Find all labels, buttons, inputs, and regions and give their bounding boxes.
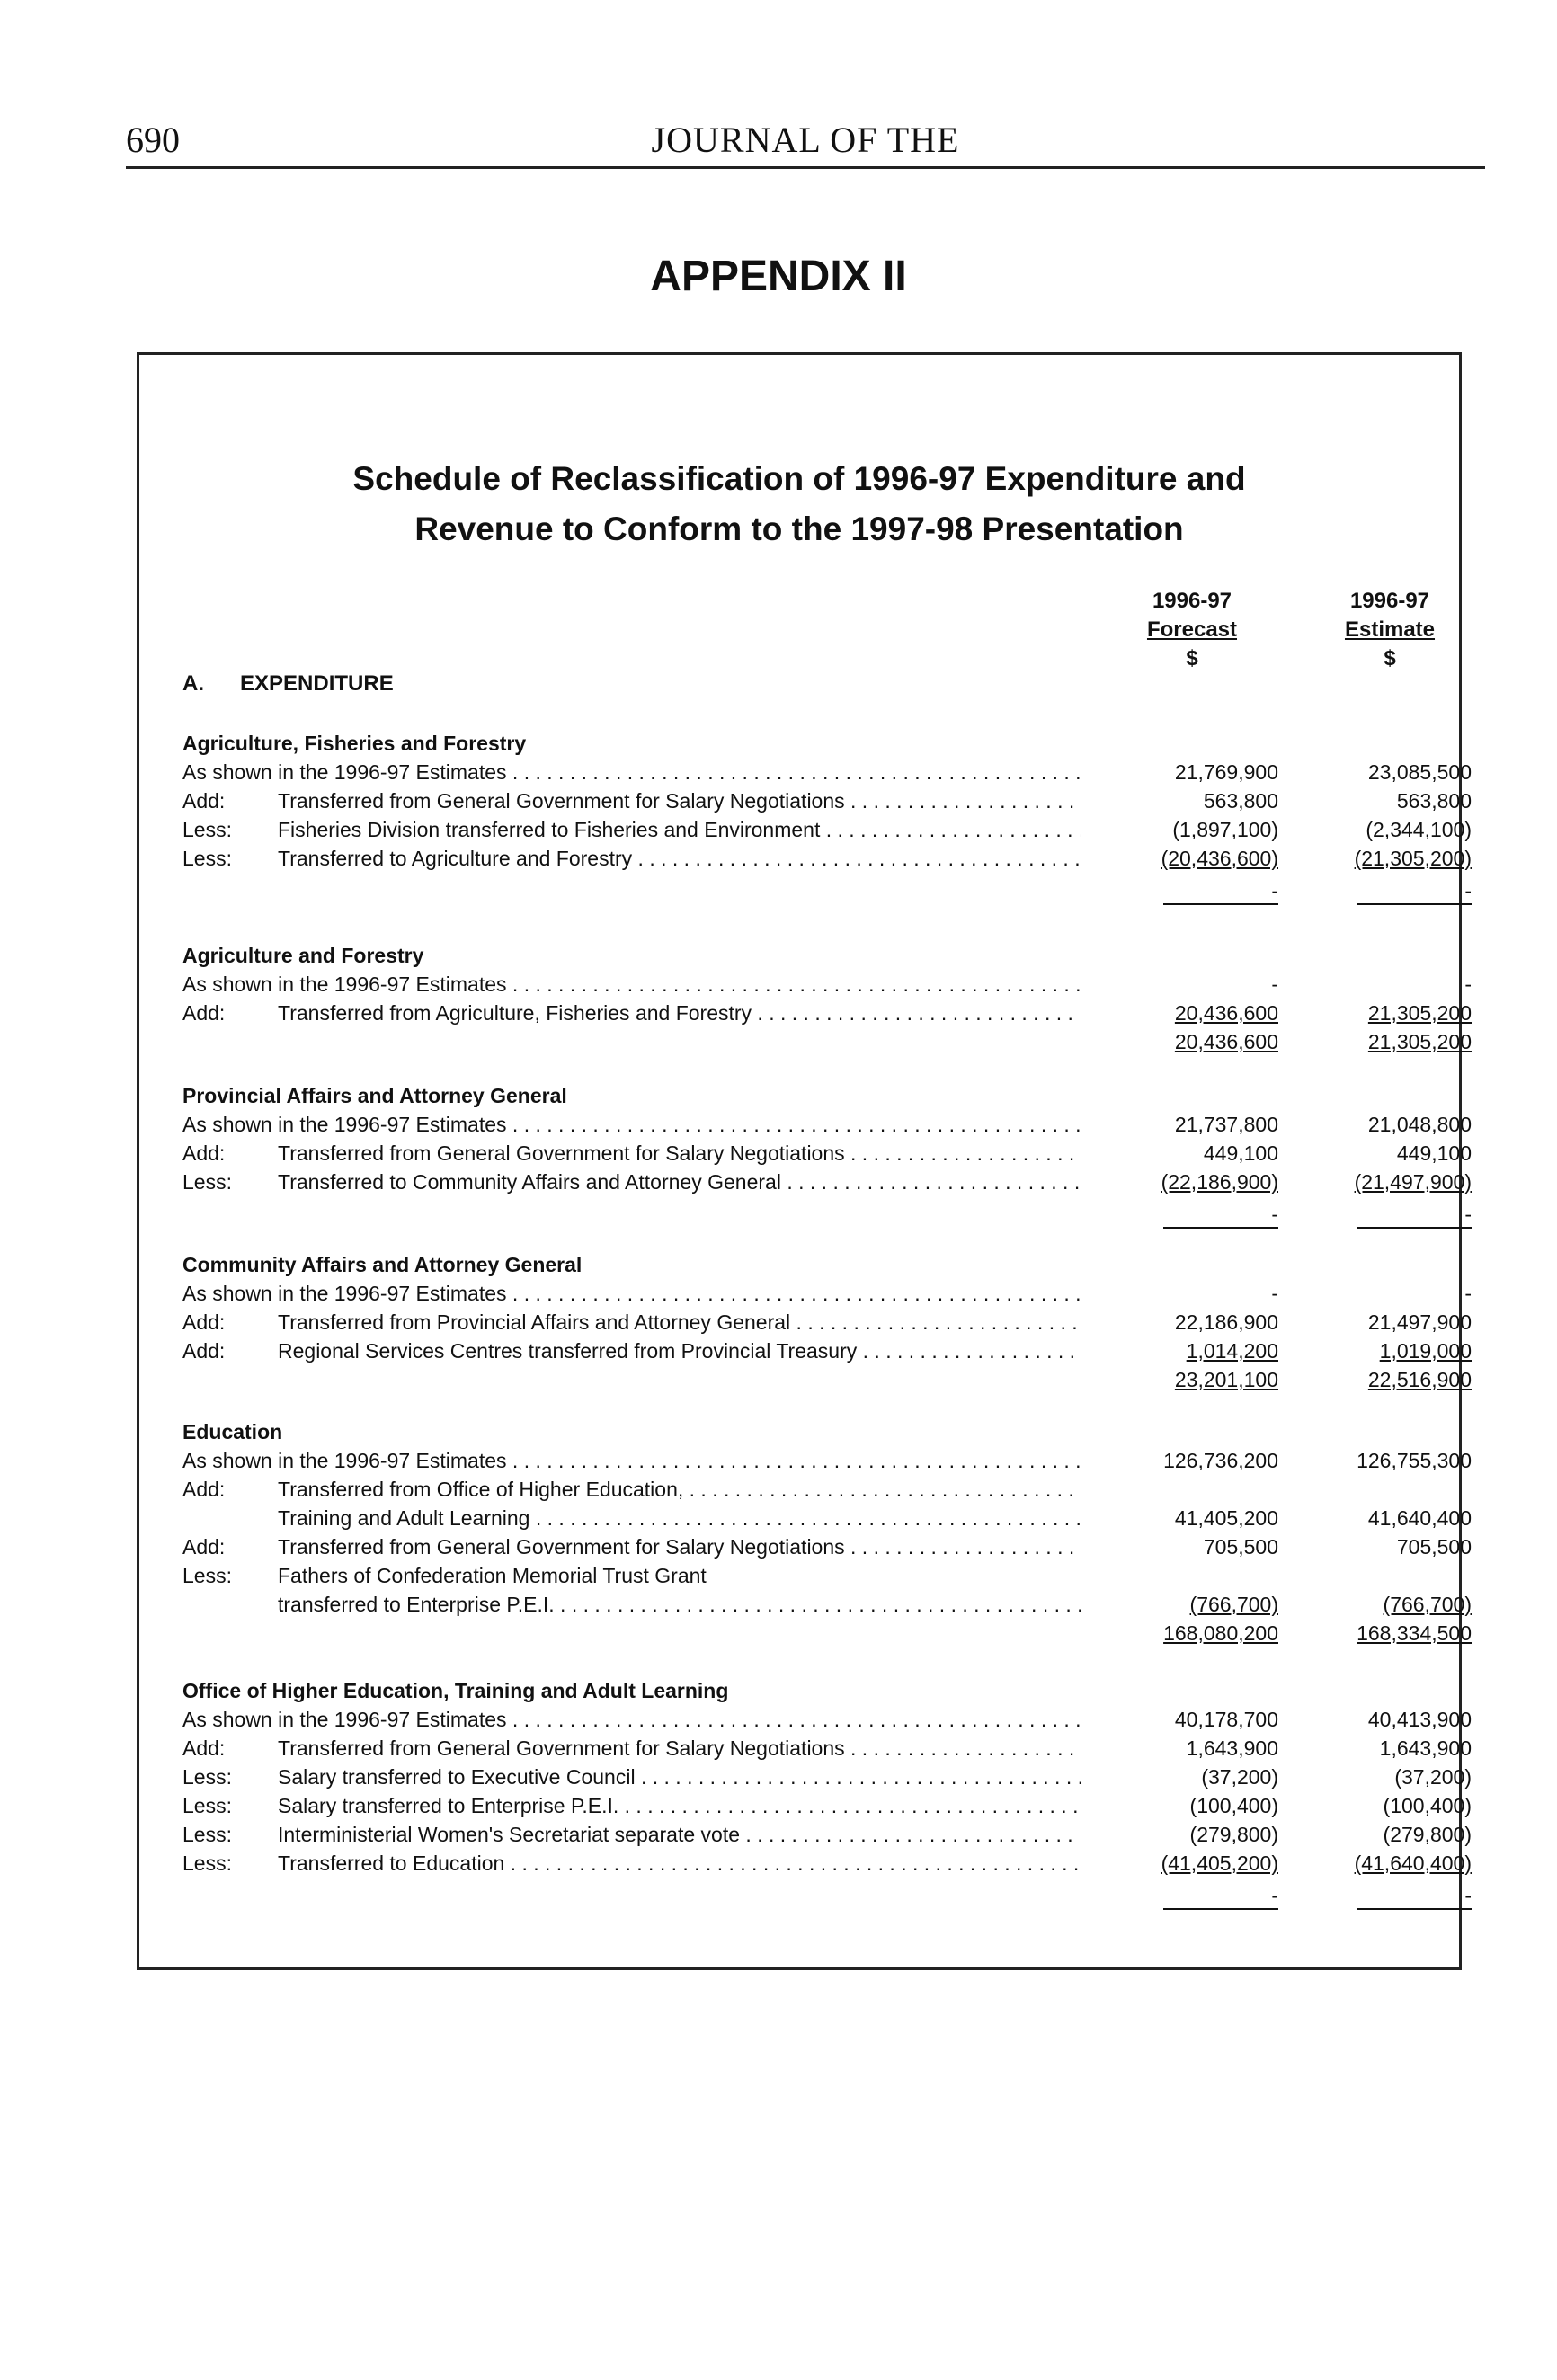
- table-row: [182, 1110, 1472, 1139]
- estimate-value: (21,497,900): [1354, 1170, 1472, 1194]
- row-description: Transferred from Agriculture, Fisheries and Forestry . . .: [278, 999, 1081, 1027]
- group-heading: Provincial Affairs and Attorney General: [182, 1084, 567, 1107]
- estimate-value: 705,500: [1396, 1535, 1472, 1559]
- row-description: Salary transferred to Enterprise P.E.I. . . .: [278, 1791, 1081, 1820]
- table-row: [182, 1820, 1472, 1849]
- estimate-value: 40,413,900: [1367, 1708, 1472, 1731]
- group-agriculture-fisheries-forestry: [182, 729, 1472, 921]
- estimate-value: 21,305,200: [1367, 1001, 1472, 1025]
- table-row: [182, 815, 1472, 844]
- column-unit: $: [1186, 646, 1198, 670]
- estimate-value: 449,100: [1396, 1141, 1472, 1165]
- total-row: [182, 1365, 1472, 1394]
- row-description: As shown in the 1996-97 Estimates . . .: [182, 758, 1081, 786]
- total-row: [182, 1027, 1472, 1056]
- forecast-value: 21,769,900: [1174, 760, 1278, 784]
- table-row: [182, 1168, 1472, 1196]
- group-higher-education: [182, 1676, 1472, 1926]
- estimate-value: 1,643,900: [1379, 1736, 1472, 1760]
- forecast-value: (279,800): [1189, 1823, 1278, 1846]
- forecast-value: 1,014,200: [1186, 1339, 1278, 1363]
- forecast-value: 40,178,700: [1174, 1708, 1278, 1731]
- section-label: EXPENDITURE: [240, 671, 394, 696]
- forecast-value: (22,186,900): [1161, 1170, 1278, 1194]
- group-agriculture-forestry: [182, 941, 1472, 1056]
- table-row: [182, 1475, 1432, 1504]
- forecast-value: 21,737,800: [1174, 1113, 1278, 1136]
- forecast-value: 705,500: [1203, 1535, 1278, 1559]
- journal-title: JOURNAL OF THE: [651, 120, 960, 160]
- forecast-value: (1,897,100): [1172, 818, 1278, 841]
- forecast-total: -: [1163, 1883, 1278, 1910]
- total-row: [182, 1878, 1472, 1926]
- estimate-value: -: [1464, 1282, 1472, 1305]
- schedule-title-line1: Schedule of Reclassification of 1996-97 Expenditure and: [352, 460, 1246, 497]
- row-prefix: Add:: [182, 1736, 226, 1760]
- estimate-value: (766,700): [1383, 1593, 1472, 1616]
- row-description: Training and Adult Learning . . .: [278, 1504, 1081, 1532]
- row-prefix: Add:: [182, 1478, 226, 1501]
- estimate-total: -: [1357, 878, 1472, 905]
- estimate-total: -: [1357, 1202, 1472, 1229]
- row-prefix: Add:: [182, 1310, 226, 1334]
- estimate-value: -: [1464, 972, 1472, 996]
- column-year: 1996-97: [1152, 589, 1232, 613]
- page-header: [126, 112, 1485, 169]
- forecast-value: 563,800: [1203, 789, 1278, 813]
- group-education: [182, 1417, 1472, 1647]
- table-row: [182, 1763, 1472, 1791]
- table-row: [182, 1139, 1472, 1168]
- column-label: Forecast: [1146, 617, 1238, 642]
- estimate-value: (279,800): [1383, 1823, 1472, 1846]
- row-description: Transferred from General Government for Salary Negotiations . . .: [278, 1139, 1081, 1168]
- table-row: [182, 786, 1472, 815]
- forecast-value: 1,643,900: [1186, 1736, 1278, 1760]
- estimate-value: 41,640,400: [1367, 1506, 1472, 1530]
- forecast-value: 449,100: [1203, 1141, 1278, 1165]
- table-row: [182, 1308, 1472, 1337]
- row-prefix: Add:: [182, 1001, 226, 1025]
- forecast-total: 23,201,100: [1174, 1368, 1278, 1391]
- forecast-total: -: [1163, 1202, 1278, 1229]
- group-heading: Community Affairs and Attorney General: [182, 1253, 583, 1276]
- estimate-value: (100,400): [1383, 1794, 1472, 1817]
- column-header-estimate: [1300, 587, 1480, 673]
- column-unit: $: [1384, 646, 1396, 670]
- table-row: [182, 1279, 1472, 1308]
- schedule-title-line2: Revenue to Conform to the 1997-98 Presentation: [414, 511, 1184, 547]
- table-row: [182, 1446, 1472, 1475]
- estimate-total: -: [1357, 1883, 1472, 1910]
- table-row: [182, 1504, 1472, 1532]
- estimate-value: 21,048,800: [1367, 1113, 1472, 1136]
- table-row: [182, 844, 1472, 873]
- total-row: [182, 1619, 1472, 1647]
- section-letter: A.: [182, 671, 204, 696]
- row-description: Fathers of Confederation Memorial Trust Grant: [278, 1564, 707, 1587]
- row-description: As shown in the 1996-97 Estimates . . .: [182, 1446, 1081, 1475]
- forecast-value: (37,200): [1201, 1765, 1278, 1789]
- row-description: transferred to Enterprise P.E.I. . . .: [278, 1590, 1081, 1619]
- estimate-value: 23,085,500: [1367, 760, 1472, 784]
- estimate-value: 21,497,900: [1367, 1310, 1472, 1334]
- column-header-forecast: [1102, 587, 1282, 673]
- row-description: Transferred from General Government for Salary Negotiations . . .: [278, 1532, 1081, 1561]
- row-prefix: Less:: [182, 1852, 232, 1875]
- group-provincial-affairs: [182, 1081, 1472, 1245]
- forecast-total: 168,080,200: [1163, 1621, 1278, 1645]
- row-description: Transferred from Provincial Affairs and Attorney General . . .: [278, 1308, 1081, 1337]
- row-description: Salary transferred to Executive Council . . .: [278, 1763, 1081, 1791]
- group-heading: Agriculture, Fisheries and Forestry: [182, 732, 527, 755]
- forecast-value: (766,700): [1189, 1593, 1278, 1616]
- estimate-total: 22,516,900: [1367, 1368, 1472, 1391]
- row-description: As shown in the 1996-97 Estimates . . .: [182, 1705, 1081, 1734]
- group-heading: Education: [182, 1420, 283, 1443]
- group-community-affairs: [182, 1250, 1472, 1394]
- estimate-total: 21,305,200: [1367, 1030, 1472, 1053]
- column-label: Estimate: [1344, 617, 1436, 642]
- table-row: [182, 1337, 1472, 1365]
- table-row: [182, 1791, 1472, 1820]
- table-row: [182, 1849, 1472, 1878]
- row-prefix: Less:: [182, 818, 232, 841]
- row-description: Transferred from Office of Higher Education, . . .: [278, 1475, 1081, 1504]
- row-description: Transferred from General Government for Salary Negotiations . . .: [278, 786, 1081, 815]
- row-prefix: Less:: [182, 1823, 232, 1846]
- row-prefix: Less:: [182, 1170, 232, 1194]
- total-row: [182, 1196, 1472, 1245]
- row-prefix: Add:: [182, 1535, 226, 1559]
- forecast-value: -: [1271, 972, 1278, 996]
- row-description: Transferred to Education . . .: [278, 1849, 1081, 1878]
- table-row: [182, 970, 1472, 999]
- estimate-value: (37,200): [1394, 1765, 1472, 1789]
- row-prefix: Add:: [182, 789, 226, 813]
- table-row: [182, 999, 1472, 1027]
- row-description: Transferred to Community Affairs and Attorney General . . .: [278, 1168, 1081, 1196]
- row-description: As shown in the 1996-97 Estimates . . .: [182, 1110, 1081, 1139]
- forecast-value: (20,436,600): [1161, 847, 1278, 870]
- row-prefix: Less:: [182, 1564, 232, 1587]
- forecast-total: -: [1163, 878, 1278, 905]
- forecast-value: 41,405,200: [1174, 1506, 1278, 1530]
- table-row: [182, 1532, 1472, 1561]
- estimate-value: 1,019,000: [1379, 1339, 1472, 1363]
- forecast-value: 22,186,900: [1174, 1310, 1278, 1334]
- row-prefix: Add:: [182, 1141, 226, 1165]
- row-prefix: Less:: [182, 1794, 232, 1817]
- row-description: Interministerial Women's Secretariat separate vote . . .: [278, 1820, 1081, 1849]
- row-description: As shown in the 1996-97 Estimates . . .: [182, 1279, 1081, 1308]
- forecast-value: 126,736,200: [1163, 1449, 1278, 1472]
- row-description: Regional Services Centres transferred from Provincial Treasury . . .: [278, 1337, 1081, 1365]
- estimate-value: 126,755,300: [1357, 1449, 1472, 1472]
- table-row: [182, 758, 1472, 786]
- row-description: Transferred to Agriculture and Forestry . . .: [278, 844, 1081, 873]
- forecast-total: 20,436,600: [1174, 1030, 1278, 1053]
- column-year: 1996-97: [1349, 589, 1430, 613]
- row-description: As shown in the 1996-97 Estimates . . .: [182, 970, 1081, 999]
- group-heading: Office of Higher Education, Training and Adult Learning: [182, 1679, 729, 1702]
- row-prefix: Less:: [182, 1765, 232, 1789]
- row-prefix: Add:: [182, 1339, 226, 1363]
- table-row: [182, 1705, 1472, 1734]
- appendix-title: APPENDIX II: [650, 253, 907, 300]
- total-row: [182, 873, 1472, 921]
- group-heading: Agriculture and Forestry: [182, 944, 424, 967]
- row-description: Transferred from General Government for Salary Negotiations . . .: [278, 1734, 1081, 1763]
- table-row: [182, 1561, 1432, 1590]
- table-row: [182, 1590, 1472, 1619]
- schedule-box: [137, 352, 1472, 1970]
- estimate-value: (21,305,200): [1354, 847, 1472, 870]
- estimate-total: 168,334,500: [1357, 1621, 1472, 1645]
- forecast-value: (100,400): [1189, 1794, 1278, 1817]
- row-description: Fisheries Division transferred to Fisheries and Environment . . .: [278, 815, 1081, 844]
- forecast-value: -: [1271, 1282, 1278, 1305]
- estimate-value: (2,344,100): [1366, 818, 1472, 841]
- estimate-value: 563,800: [1396, 789, 1472, 813]
- row-prefix: Less:: [182, 847, 232, 870]
- table-row: [182, 1734, 1472, 1763]
- page-number: 690: [126, 120, 180, 160]
- forecast-value: (41,405,200): [1161, 1852, 1278, 1875]
- forecast-value: 20,436,600: [1174, 1001, 1278, 1025]
- estimate-value: (41,640,400): [1354, 1852, 1472, 1875]
- schedule-title: [139, 454, 1459, 555]
